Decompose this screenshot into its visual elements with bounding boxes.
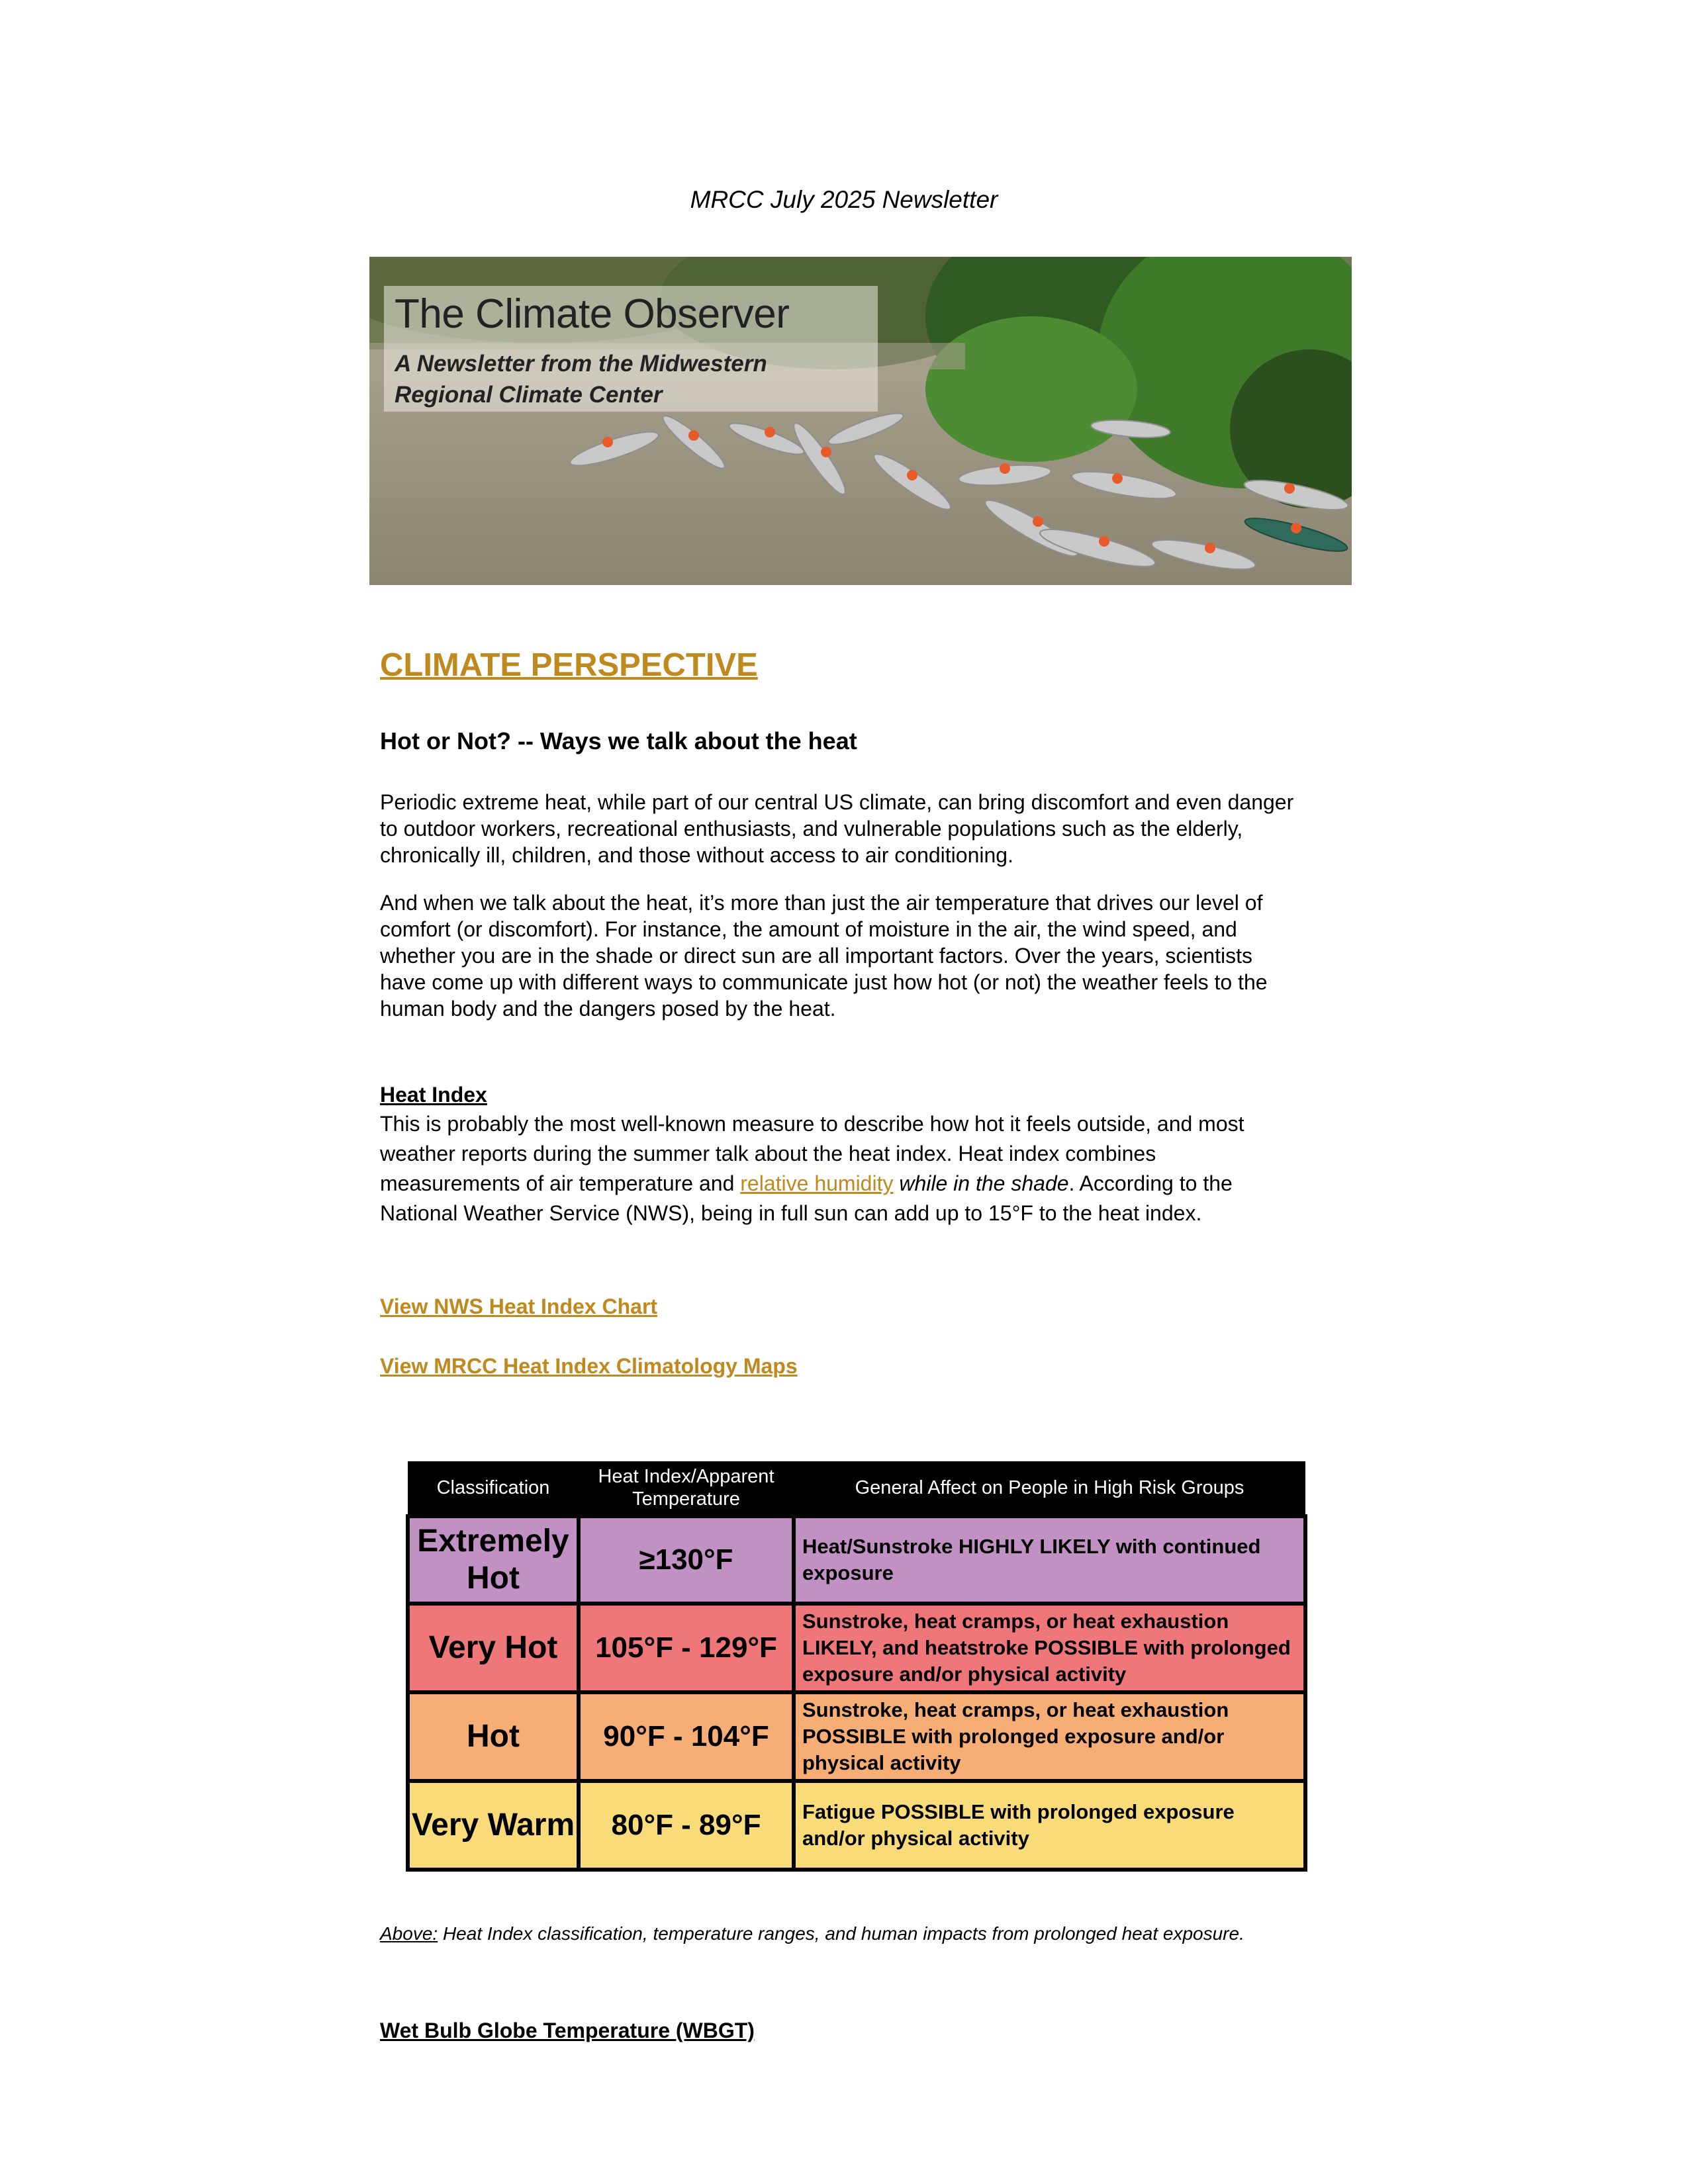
heat-index-paragraph [380,1109,1300,1228]
classification-cell: Very Warm [408,1781,579,1870]
newsletter-header: MRCC July 2025 Newsletter [690,186,998,213]
heat-index-text-end: . According to the National Weather Service (NWS), being in full sun can add up to 15°F to the heat index. [380,1171,1233,1225]
banner-title: The Climate Observer [395,291,790,337]
effect-cell: Fatigue POSSIBLE with prolonged exposure and/or physical activity [794,1781,1305,1870]
shade-emphasis: while in the shade [893,1171,1069,1195]
banner-subtitle: A Newsletter from the Midwestern Regional Climate Center [395,351,767,408]
heat-index-heading: Heat Index [380,1083,487,1107]
heat-index-text-start: This is probably the most well-known measure to describe how hot it feels outside, and most weather reports during the summer talk about the heat index. Heat index combines measurements of air temperature and [380,1112,1244,1195]
range-cell: ≥130°F [579,1516,794,1604]
heat-index-table [406,1461,1307,1872]
range-cell: 80°F - 89°F [579,1781,794,1870]
classification-cell: Hot [408,1692,579,1781]
article-title: Hot or Not? -- Ways we talk about the heat [380,727,857,754]
relative-humidity-link[interactable]: relative humidity [740,1171,894,1195]
intro-paragraph: Periodic extreme heat, while part of our central US climate, can bring discomfort and even danger to outdoor workers, recreational enthusiasts, and vulnerable populations such as the elderly, chronically ill, children, and those without access to air conditioning. [380,790,1294,867]
range-cell: 105°F - 129°F [579,1604,794,1692]
caption-lead: Above: [380,1923,438,1944]
table-header-row [408,1461,1305,1516]
classification-cell: Extremely Hot [408,1516,579,1604]
header-effect: General Affect on People in High Risk Groups [794,1461,1305,1516]
effect-cell: Sunstroke, heat cramps, or heat exhaustion POSSIBLE with prolonged exposure and/or physical activity [794,1692,1305,1781]
table-row [408,1604,1305,1692]
effect-cell: Heat/Sunstroke HIGHLY LIKELY with continued exposure [794,1516,1305,1604]
caption-text: Heat Index classification, temperature ranges, and human impacts from prolonged heat exposure. [438,1923,1244,1944]
table-row [408,1781,1305,1870]
section-title[interactable]: CLIMATE PERSPECTIVE [380,647,758,683]
range-cell: 90°F - 104°F [579,1692,794,1781]
table-caption [380,1922,1307,1946]
newsletter-banner [369,257,1352,585]
header-temperature: Heat Index/Apparent Temperature [579,1461,794,1516]
table-row [408,1516,1305,1604]
nws-heat-index-chart-link[interactable]: View NWS Heat Index Chart [380,1295,658,1318]
wbgt-heading: Wet Bulb Globe Temperature (WBGT) [380,2019,755,2042]
header-classification: Classification [408,1461,579,1516]
effect-cell: Sunstroke, heat cramps, or heat exhaustion LIKELY, and heatstroke POSSIBLE with prolonged exposure and/or physical activity [794,1604,1305,1692]
mrcc-heat-index-maps-link[interactable]: View MRCC Heat Index Climatology Maps [380,1354,798,1378]
classification-cell: Very Hot [408,1604,579,1692]
context-paragraph: And when we talk about the heat, it’s more than just the air temperature that drives our level of comfort (or discomfort). For instance, the amount of moisture in the air, the wind speed, and whether you are in the shade or direct sun are all important factors. Over the years, scientists have come up with different ways to communicate just how hot (or not) the weather feels to the human body and the dangers posed by the heat. [380,891,1268,1021]
table-row [408,1692,1305,1781]
